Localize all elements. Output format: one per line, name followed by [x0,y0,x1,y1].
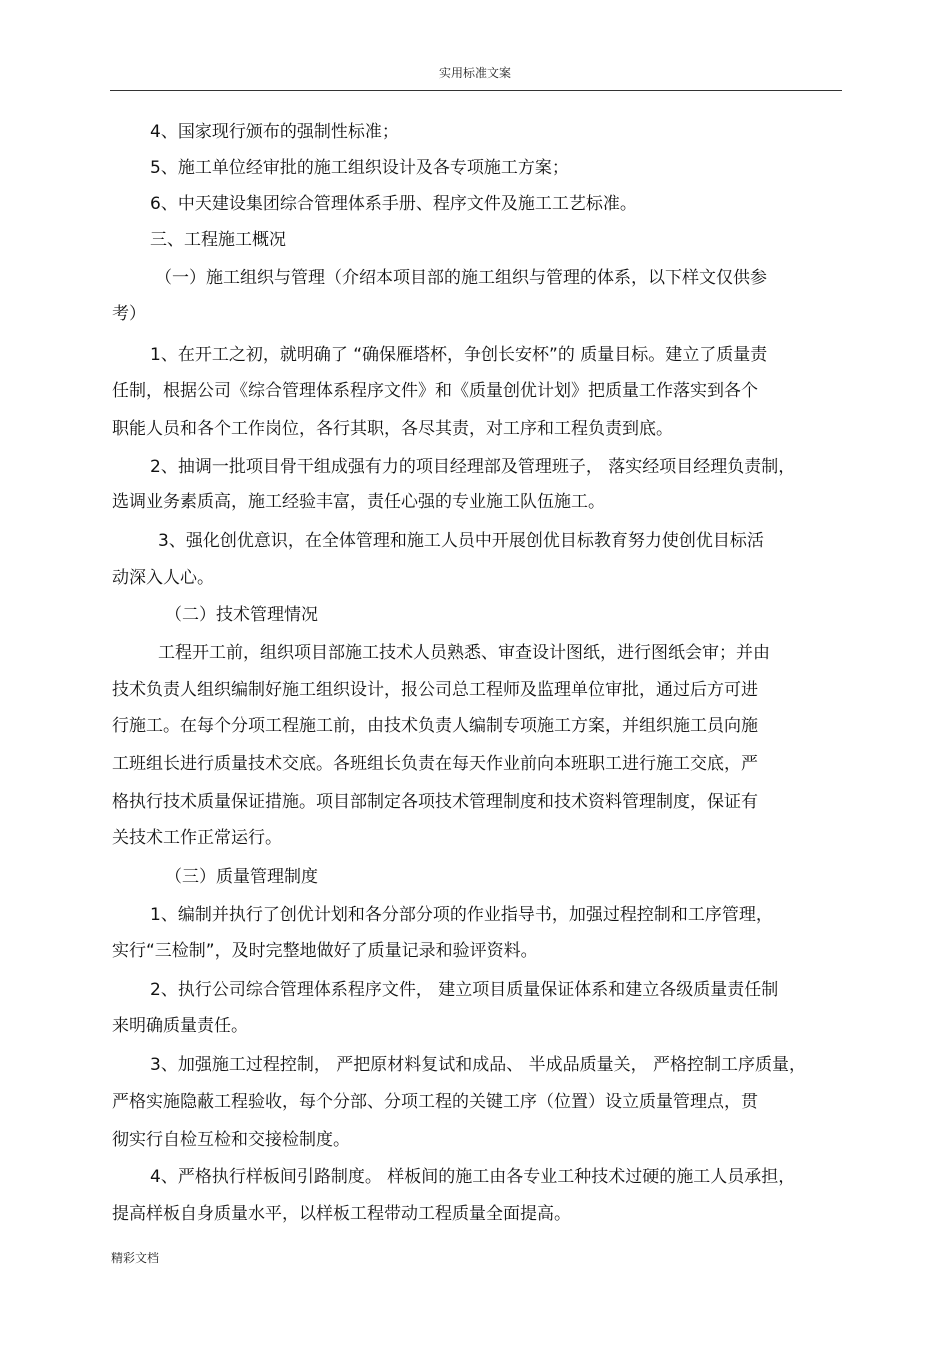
text-line: 考） [112,304,146,324]
text-line: 行施工。在每个分项工程施工前，由技术负责人编制专项施工方案，并组织施工员向施 [112,716,758,736]
text-line: 2、抽调一批项目骨干组成强有力的项目经理部及管理班子， 落实经项目经理负责制， [150,457,796,477]
text-line: 5、施工单位经审批的施工组织设计及各专项施工方案； [150,158,569,178]
text-line: 选调业务素质高，施工经验丰富，责任心强的专业施工队伍施工。 [112,492,605,512]
text-line: 1、编制并执行了创优计划和各分部分项的作业指导书，加强过程控制和工序管理， [150,905,773,925]
page-footer: 精彩文档 [111,1251,160,1265]
text-line: 3、强化创优意识，在全体管理和施工人员中开展创优目标教育努力使创优目标活 [158,531,764,551]
text-line: 彻实行自检互检和交接检制度。 [112,1130,350,1150]
subsection-heading: （二）技术管理情况 [165,605,318,625]
text-line: 2、执行公司综合管理体系程序文件， 建立项目质量保证体系和建立各级质量责任制 [150,980,779,1000]
text-line: 3、加强施工过程控制， 严把原材料复试和成品、 半成品质量关， 严格控制工序质量， [150,1055,807,1075]
text-line: 来明确质量责任。 [112,1016,248,1036]
text-line: 实行“三检制”，及时完整地做好了质量记录和验评资料。 [112,941,538,961]
header-rule [110,90,842,91]
text-line: 格执行技术质量保证措施。项目部制定各项技术管理制度和技术资料管理制度，保证有 [112,792,758,812]
text-line: 4、国家现行颁布的强制性标准； [150,122,399,142]
text-line: 严格实施隐蔽工程验收，每个分部、分项工程的关键工序（位置）设立质量管理点，贯 [112,1092,758,1112]
text-line: 关技术工作正常运行。 [112,828,282,848]
text-line: 1、在开工之初，就明确了 “确保雁塔杯，争创长安杯”的 质量目标。建立了质量责 [150,345,768,365]
text-line: 提高样板自身质量水平，以样板工程带动工程质量全面提高。 [112,1204,571,1224]
text-line: 工程开工前，组织项目部施工技术人员熟悉、审查设计图纸，进行图纸会审；并由 [158,643,770,663]
text-line: 6、中天建设集团综合管理体系手册、程序文件及施工工艺标准。 [150,194,637,214]
subsection-heading: （一）施工组织与管理（介绍本项目部的施工组织与管理的体系，以下样文仅供参 [155,268,767,288]
text-line: 技术负责人组织编制好施工组织设计，报公司总工程师及监理单位审批，通过后方可进 [112,680,758,700]
subsection-heading: （三）质量管理制度 [165,867,318,887]
text-line: 工班组长进行质量技术交底。各班组长负责在每天作业前向本班职工进行施工交底，严 [112,754,758,774]
text-line: 任制，根据公司《综合管理体系程序文件》和《质量创优计划》把质量工作落实到各个 [112,381,758,401]
text-line: 动深入人心。 [112,568,214,588]
text-line: 职能人员和各个工作岗位，各行其职，各尽其责，对工序和工程负责到底。 [112,419,673,439]
section-heading: 三、工程施工概况 [150,230,286,250]
text-line: 4、严格执行样板间引路制度。 样板间的施工由各专业工种技术过硬的施工人员承担， [150,1167,796,1187]
page-header: 实用标准文案 [438,66,511,80]
